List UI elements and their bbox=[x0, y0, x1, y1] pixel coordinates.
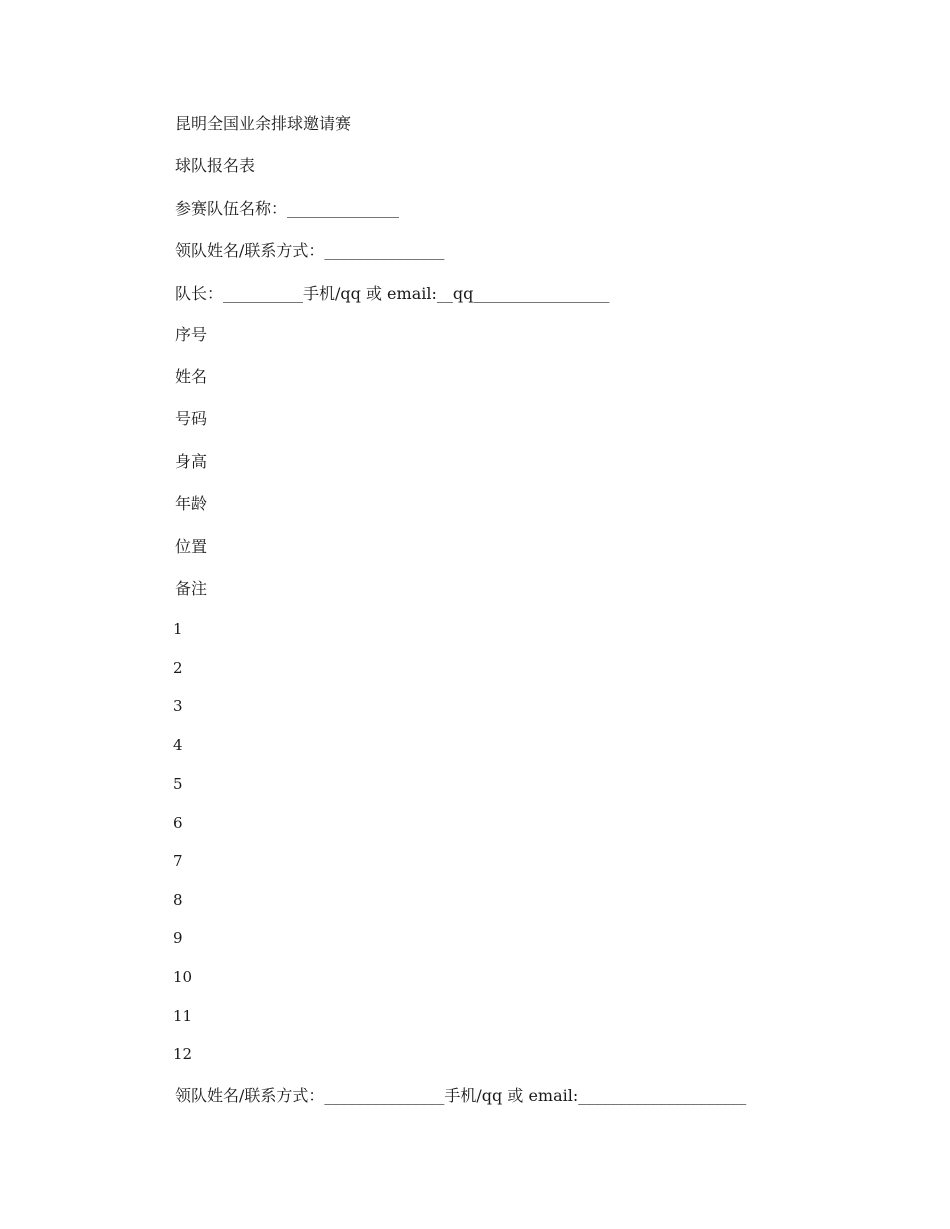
row-number: 6 bbox=[173, 814, 183, 832]
row-number: 7 bbox=[173, 852, 183, 870]
captain-contact-line: 队长：__________手机/qq 或 email:__qq_________________ bbox=[175, 284, 610, 303]
footer-leader-contact-line: 领队姓名/联系方式：_______________手机/qq 或 email:_____________________ bbox=[175, 1086, 747, 1105]
column-header-position: 位置 bbox=[175, 537, 208, 556]
row-number: 1 bbox=[173, 620, 183, 638]
column-header-remarks: 备注 bbox=[175, 579, 208, 598]
column-header-height: 身高 bbox=[175, 452, 208, 471]
row-number: 9 bbox=[173, 929, 183, 947]
leader-contact-line: 领队姓名/联系方式：_______________ bbox=[175, 241, 445, 260]
row-number: 11 bbox=[173, 1007, 193, 1025]
row-number: 4 bbox=[173, 736, 183, 754]
row-number: 10 bbox=[173, 968, 193, 986]
document-subtitle: 球队报名表 bbox=[175, 156, 256, 175]
row-number: 5 bbox=[173, 775, 183, 793]
column-header-name: 姓名 bbox=[175, 367, 208, 386]
document-title: 昆明全国业余排球邀请赛 bbox=[175, 114, 352, 133]
column-header-jersey: 号码 bbox=[175, 409, 208, 428]
row-number: 8 bbox=[173, 891, 183, 909]
column-header-age: 年龄 bbox=[175, 494, 208, 513]
row-number: 2 bbox=[173, 659, 183, 677]
column-header-number: 序号 bbox=[175, 325, 208, 344]
row-number: 12 bbox=[173, 1045, 193, 1063]
team-name-line: 参赛队伍名称：______________ bbox=[175, 199, 400, 218]
row-number: 3 bbox=[173, 697, 183, 715]
